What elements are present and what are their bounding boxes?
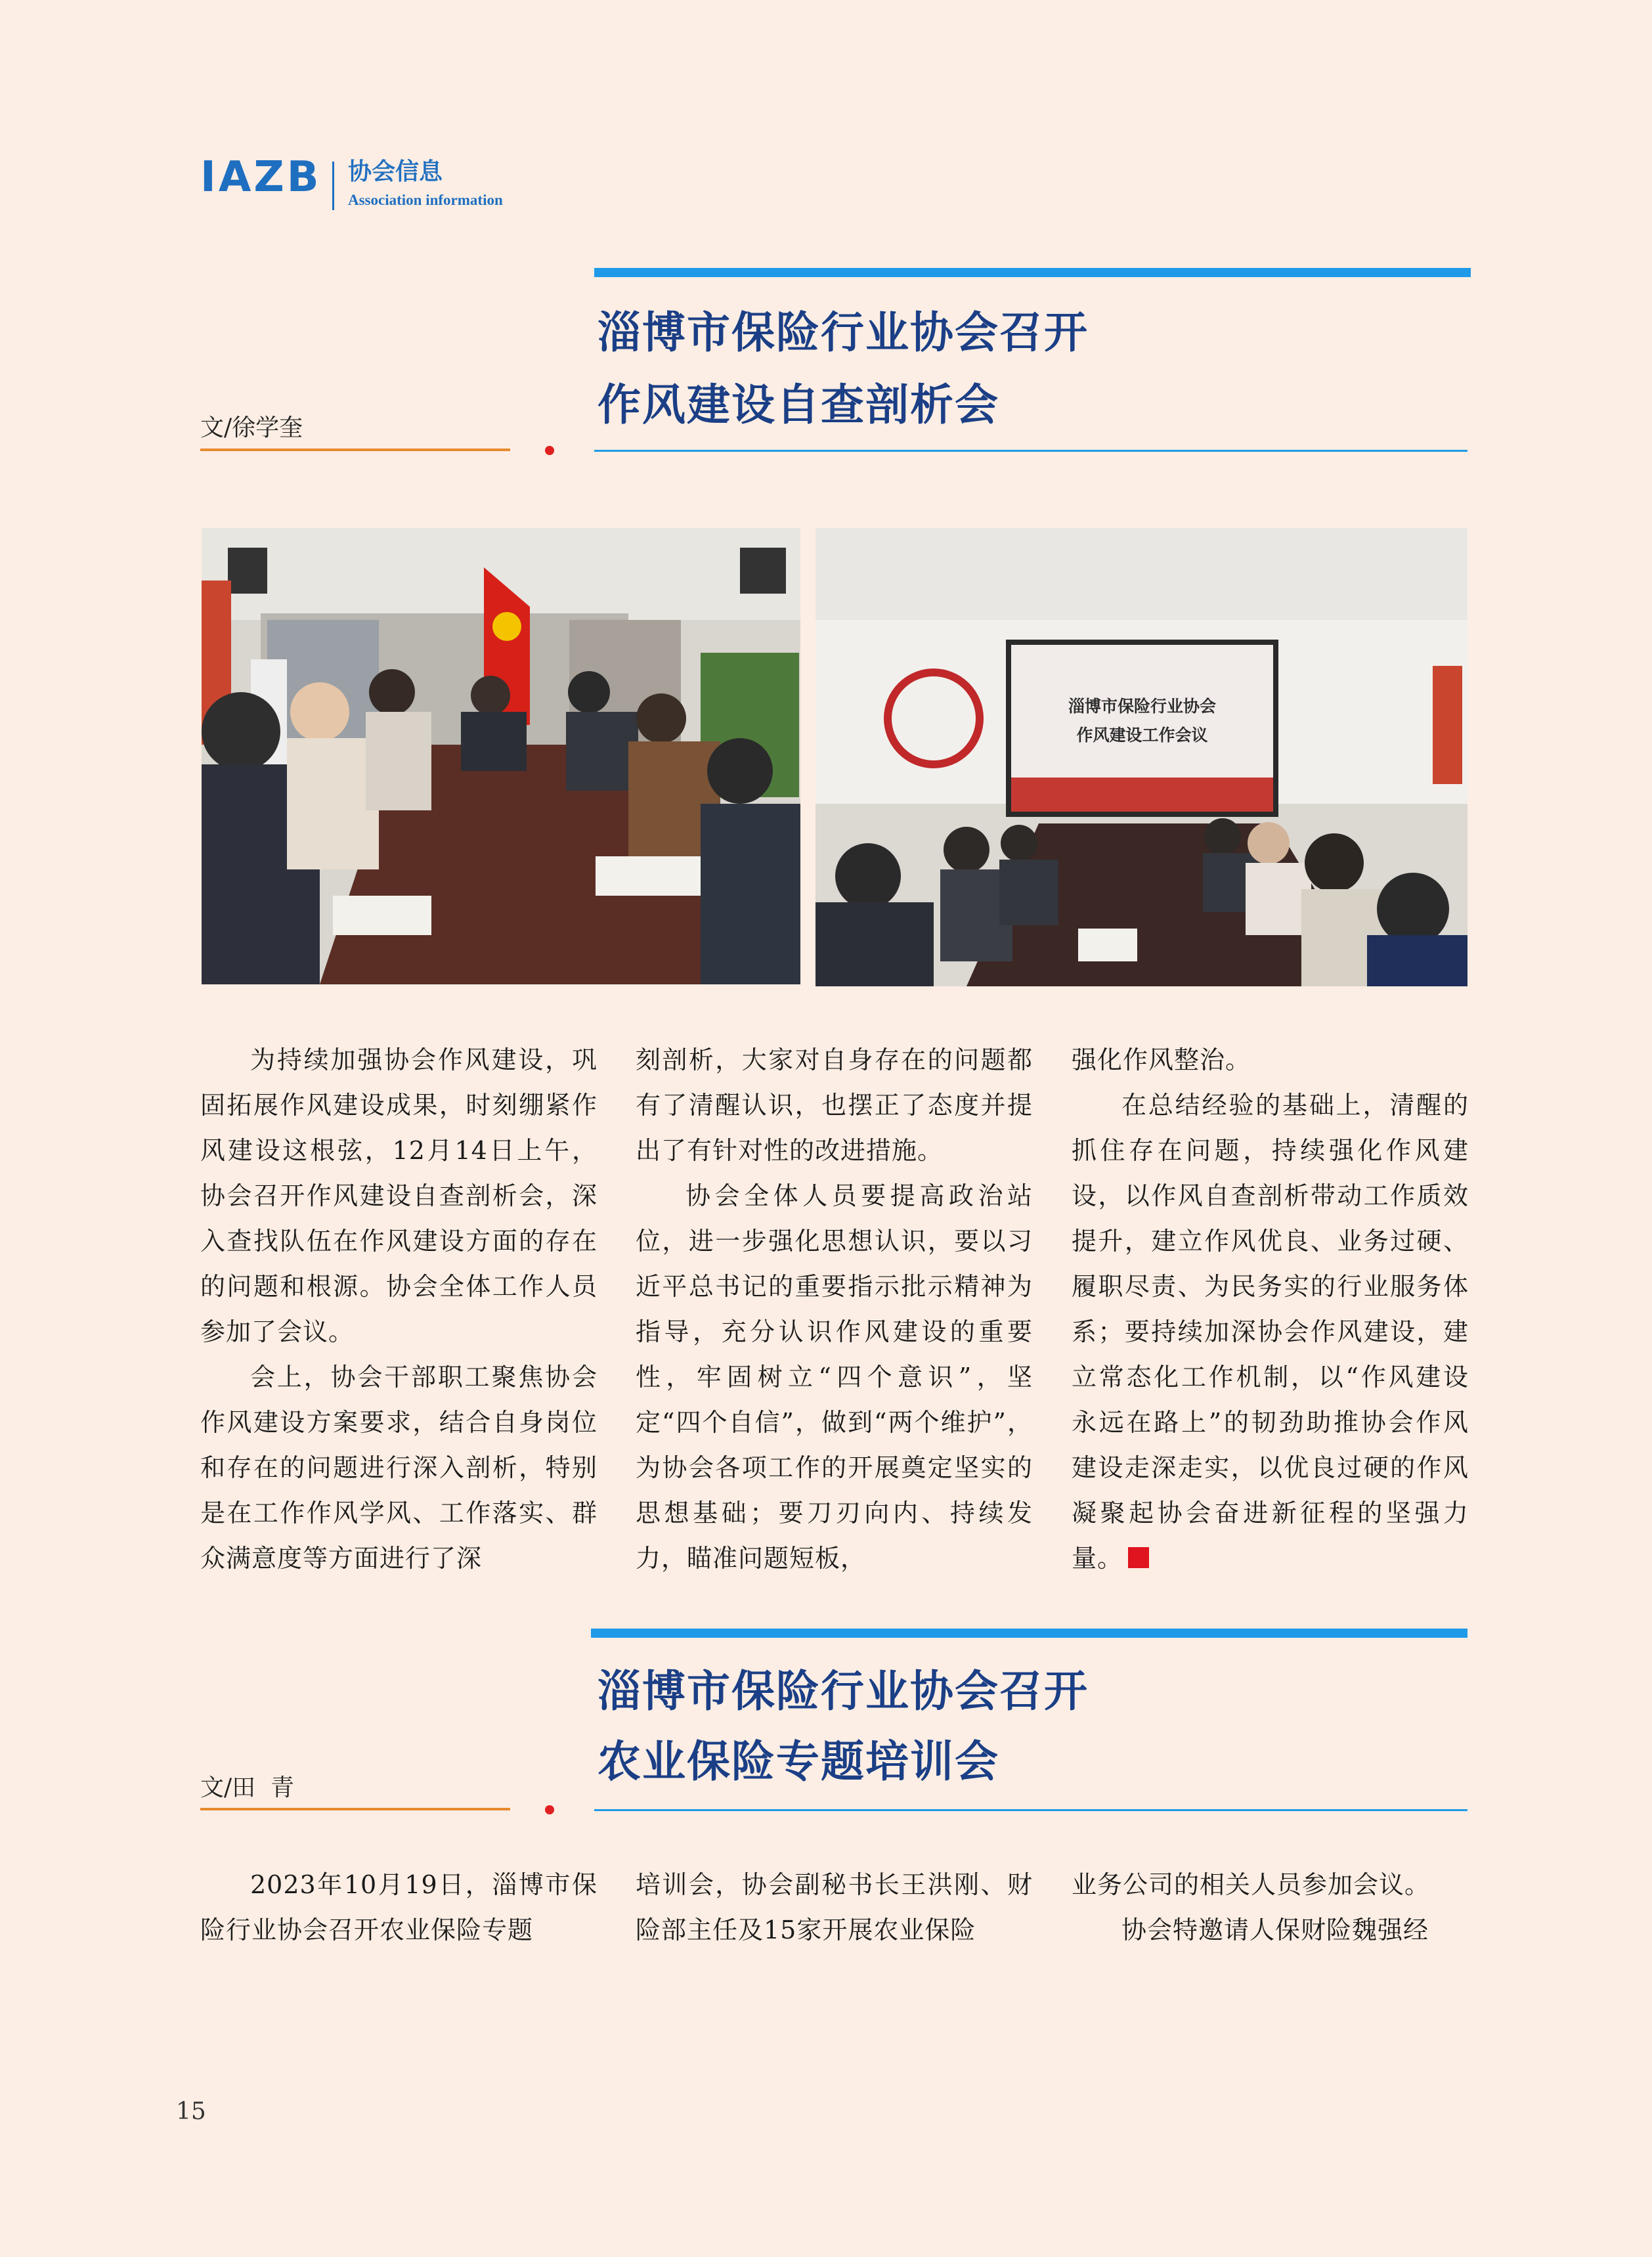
article2-red-dot xyxy=(545,1805,554,1814)
article1-column-2 xyxy=(636,1038,1033,1581)
section-title-en: Association information xyxy=(348,192,503,208)
meeting-photo-2 xyxy=(815,528,1467,986)
paragraph: 协会全体人员要提高政治站位，进一步强化思想认识，要以习近平总书记的重要指示批示精神为指导，充分认识作风建设的重要性，牢固树立“四个意识”，坚定“四个自信”，做到“两个维护”，为协会各项工作的开展奠定坚实的思想基础；要刀刃向内、持续发力，瞄准问题短板， xyxy=(636,1181,1033,1573)
article1-top-bar xyxy=(594,268,1471,277)
paragraph: 业务公司的相关人员参加会议。 xyxy=(1072,1870,1431,1899)
article1-byline-underline xyxy=(200,449,510,451)
paragraph: 2023年10月19日，淄博市保险行业协会召开农业保险专题 xyxy=(200,1870,598,1944)
screen-title-line1: 淄博市保险行业协会 xyxy=(1068,697,1216,716)
screen-title-line2: 作风建设工作会议 xyxy=(1076,726,1208,745)
article2-byline-underline xyxy=(200,1808,510,1810)
paragraph: 为持续加强协会作风建设，巩固拓展作风建设成果，时刻绷紧作风建设这根弦，12月14日上午，协会召开作风建设自查剖析会，深入查找队伍在作风建设方面的存在的问题和根源。协会全体工作人员参加了会议。 xyxy=(200,1045,598,1346)
meeting-photo-1 xyxy=(202,528,800,984)
paragraph: 会上，协会干部职工聚焦协会作风建设方案要求，结合自身岗位和存在的问题进行深入剖析，特别是在工作作风学风、工作落实、群众满意度等方面进行了深 xyxy=(200,1363,598,1573)
article2-column-2 xyxy=(636,1862,1033,1953)
paragraph xyxy=(1072,1083,1469,1581)
article2-column-3 xyxy=(1072,1862,1469,1953)
paragraph: 强化作风整治。 xyxy=(1072,1045,1251,1074)
article2-title-line1: 淄博市保险行业协会召开 xyxy=(598,1665,1089,1717)
article1-title-line1: 淄博市保险行业协会召开 xyxy=(598,307,1089,358)
article1-red-dot xyxy=(545,446,554,455)
article2-byline: 文/田 青 xyxy=(200,1774,295,1801)
section-title-cn: 协会信息 xyxy=(348,158,443,185)
article1-column-1 xyxy=(200,1038,598,1581)
paragraph-text: 在总结经验的基础上，清醒的抓住存在问题，持续强化作风建设，以作风自查剖析带动工作质效提升，建立作风优良、业务过硬、履职尽责、为民务实的行业服务体系；要持续加深协会作风建设，建立常态化工作机制，以“作风建设永远在路上”的韧劲助推协会作风建设走深走实，以优良过硬的作风凝聚起协会奋进新征程的坚强力量。 xyxy=(1072,1091,1469,1573)
paragraph: 协会特邀请人保财险魏强经 xyxy=(1121,1916,1429,1944)
article1-title-underline xyxy=(594,450,1467,452)
article1-title-line2: 作风建设自查剖析会 xyxy=(598,379,999,430)
iazb-logo: IAZB xyxy=(200,153,322,202)
paragraph: 培训会，协会副秘书长王洪刚、财险部主任及15家开展农业保险 xyxy=(636,1870,1033,1944)
logo-divider xyxy=(332,162,334,210)
article2-top-bar xyxy=(591,1629,1467,1638)
paragraph: 刻剖析，大家对自身存在的问题都有了清醒认识，也摆正了态度并提出了有针对性的改进措施。 xyxy=(636,1045,1033,1165)
article1-column-3 xyxy=(1072,1038,1469,1581)
article2-title-underline xyxy=(594,1809,1467,1811)
end-mark-icon xyxy=(1128,1547,1149,1568)
article2-column-1 xyxy=(200,1862,598,1953)
article1-byline: 文/徐学奎 xyxy=(200,414,303,441)
article2-title-line2: 农业保险专题培训会 xyxy=(598,1736,999,1787)
page-number: 15 xyxy=(176,2098,206,2125)
